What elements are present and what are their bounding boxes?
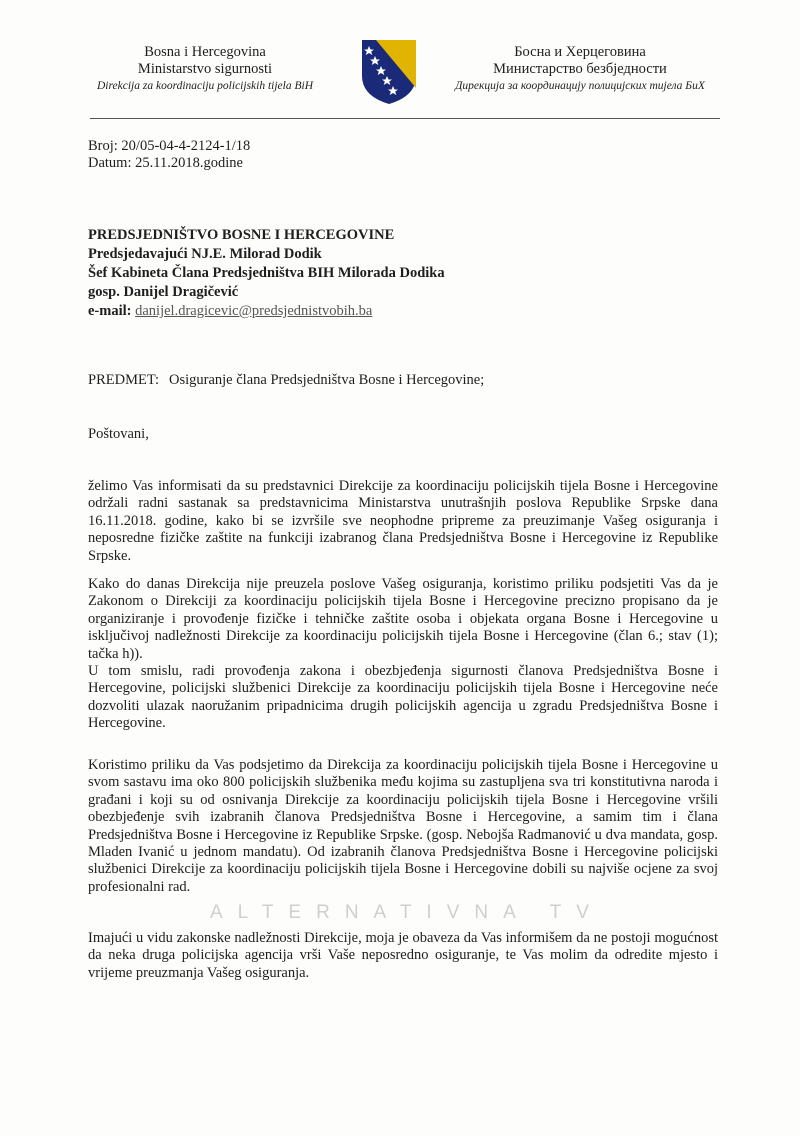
letterhead-country: Bosna i Hercegovina [144,44,266,60]
subject-label: PREDMET: [88,372,159,388]
paragraph-request: Imajući u vidu zakonske nadležnosti Direkcije, moja je obaveza da Vas informišem da ne postoji mogućnost da neka druga policijska agencija vrši Vaše neposredno osiguranje, te Vas molim da odredite mjesto i vrijeme preuzmanja Vašeg osiguranja. [88,930,718,981]
letterhead-divider [90,118,720,119]
letterhead-directorate-cyrillic: Дирекција за координацију полицијских тијела БиХ [455,80,705,92]
recipient-name: gosp. Danijel Dragičević [88,284,239,300]
reference-block [88,138,250,172]
watermark: ALTERNATIVNA TV [210,902,604,923]
recipient-email-line [88,302,445,321]
paragraph-history: Koristimo priliku da Vas podsjetimo da Direkcija za koordinaciju policijskih tijela Bosne i Hercegovine u svom sastavu ima oko 800 policijskih službenika među kojima su zastupljena sva tri konstitutivna naroda i građani i koji su od osnivanja Direkcije za koordinaciju policijskih tijela Bosne i Hercegovine vršili obezbjeđenje svih izabranih članova Predsjedništva Bosne i Hercegovine, a samim tim i člana Predsjedništva Bosne i Hercegovine iz Republike Srpske. (gosp. Nebojša Radmanović u dva mandata, gosp. Mladen Ivanić u jednom mandatu). Od izabranih članova Predsjedništva Bosne i Hercegovine policijski službenici Direkcije za koordinaciju policijskih tijela Bosne i Hercegovine dobili su najviše ocjene za svoj profesionalni rad. [88,757,718,895]
recipient-block [88,226,445,321]
reference-date: Datum: 25.11.2018.godine [88,155,243,171]
greeting: Poštovani, [88,426,149,442]
letterhead-latin [55,44,355,95]
letterhead-directorate: Direkcija za koordinaciju policijskih tijela BiH [96,80,313,92]
subject-line [88,372,484,389]
letterhead-country-cyrillic: Босна и Херцеговина [514,44,646,60]
email-label: e-mail: [88,303,132,319]
paragraph-legal [88,576,718,733]
letterhead-ministry: Ministarstvo sigurnosti [137,61,273,77]
paragraph-access-restriction: U tom smislu, radi provođenja zakona i obezbjeđenja sigurnosti članova Predsjedništva Bosne i Hercegovine, policijski službenici Direkcije za koordinaciju policijskih tijela Bosne i Hercegovine neće dozvoliti ulazak naoružanim pripadnicima drugih policijskih agencija u zgradu Predsjedništva Bosne i Hercegovine. [88,663,718,732]
recipient-chair: Predsjedavajući NJ.E. Milorad Dodik [88,246,322,262]
bih-coat-of-arms-icon [358,36,420,106]
recipient-institution: PREDSJEDNIŠTVO BOSNE I HERCEGOVINE [88,227,395,243]
reference-number: Broj: 20/05-04-4-2124-1/18 [88,138,251,154]
recipient-chief-of-cabinet: Šef Kabineta Člana Predsjedništva BIH Milorada Dodika [88,265,445,281]
letterhead-ministry-cyrillic: Министарство безбједности [493,61,667,77]
letterhead-cyrillic [430,44,730,95]
paragraph-legal-basis: Kako do danas Direkcija nije preuzela poslove Vašeg osiguranja, koristimo priliku podsjetiti Vas da je Zakonom o Direkciji za koordinaciju policijskih tijela Bosne i Hercegovine precizno propisano da je organiziranje i provođenje fizičke i tehničke zaštite osoba i objekata organa Bosne i Hercegovine u isključivoj nadležnosti Direkcije za koordinaciju policijskih tijela Bosne i Hercegovine (član 6.; stav (1); tačka h)). [88,576,718,662]
paragraph-meeting: želimo Vas informisati da su predstavnici Direkcije za koordinaciju policijskih tijela Bosne i Hercegovine održali radni sastanak sa predstavnicima Ministarstva unutrašnjih poslova Republike Srpske dana 16.11.2018. godine, kako bi se izvršile sve neophodne pripreme za preuzimanje Vašeg osiguranja i neposredne fizičke zaštite na funkciji izabranog člana Predsjedništva Bosne i Hercegovine iz Republike Srpske. [88,478,718,564]
subject-text: Osiguranje člana Predsjedništva Bosne i Hercegovine; [168,372,485,388]
email-link[interactable]: danijel.dragicevic@predsjednistvobih.ba [135,303,373,319]
